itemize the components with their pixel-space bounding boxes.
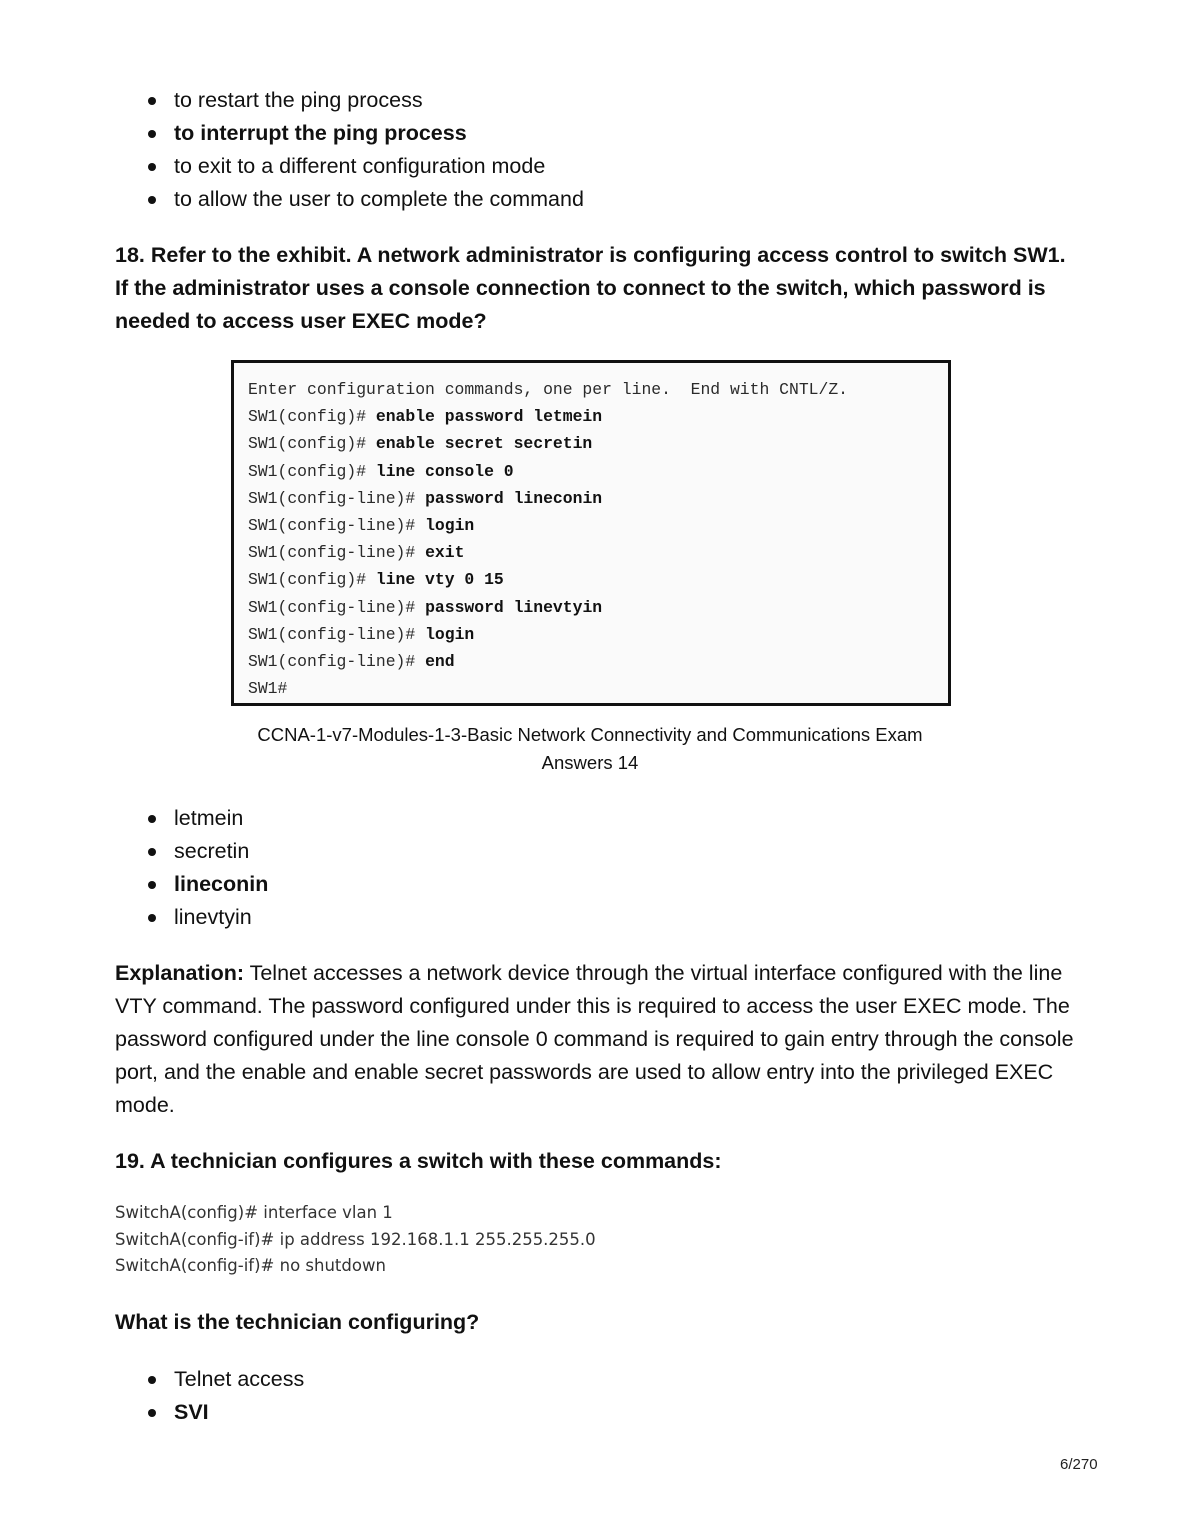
- option-text: to interrupt the ping process: [174, 121, 467, 145]
- question-18: 18. Refer to the exhibit. A network administrator is configuring access control to switch SW1. If the administrator uses a console connection to connect to the switch, which password is needed to access user EXEC mode?: [115, 243, 1066, 333]
- code-line: SwitchA(config-if)# ip address 192.168.1.1 255.255.255.0: [115, 1229, 596, 1249]
- page-number: 6/270: [1060, 1456, 1098, 1473]
- option-text: to exit to a different configuration mode: [174, 154, 546, 178]
- bullet-icon: [148, 97, 156, 105]
- cli-command: line vty 0 15: [375, 570, 504, 590]
- cli-command: exit: [425, 543, 465, 563]
- exhibit-cli: [231, 360, 951, 706]
- cli-prompt: SW1(config-line)#: [248, 652, 426, 672]
- cli-command: password linevtyin: [425, 597, 603, 617]
- cli-prompt: SW1(config)#: [248, 407, 376, 427]
- prev-question-options: [148, 84, 584, 216]
- cli-prompt: SW1(config-line)#: [248, 543, 426, 563]
- bullet-icon: [148, 196, 156, 204]
- cli-command: login: [425, 624, 475, 644]
- list-item: [148, 183, 584, 216]
- cli-prompt: SW1#: [248, 679, 288, 699]
- q18-options: [148, 802, 268, 934]
- cli-prompt: SW1(config-line)#: [248, 516, 426, 536]
- option-text: Telnet access: [174, 1367, 305, 1391]
- explanation-label: Explanation:: [115, 961, 245, 985]
- cli-line: [248, 594, 948, 621]
- bullet-icon: [148, 848, 156, 856]
- list-item-correct: [148, 868, 268, 901]
- list-item: [148, 802, 268, 835]
- bullet-icon: [148, 914, 156, 922]
- cli-line: [248, 376, 948, 403]
- q19-code-block: [115, 1200, 596, 1280]
- q19-sub-question: What is the technician configuring?: [115, 1310, 480, 1334]
- cli-prompt: SW1(config)#: [248, 461, 376, 481]
- cli-prompt: SW1(config-line)#: [248, 597, 426, 617]
- cli-command: enable password letmein: [375, 407, 603, 427]
- bullet-icon: [148, 163, 156, 171]
- bullet-icon: [148, 130, 156, 138]
- bullet-icon: [148, 881, 156, 889]
- option-text: lineconin: [174, 872, 269, 896]
- cli-line: [248, 566, 948, 593]
- list-item: [148, 1363, 304, 1396]
- option-text: to restart the ping process: [174, 88, 423, 112]
- code-line: SwitchA(config)# interface vlan 1: [115, 1203, 393, 1222]
- explanation-text: Telnet accesses a network device through the virtual interface configured with the line VTY command. The password configured under this is required to access the user EXEC mode. The password configured under the line console 0 command is required to gain entry through the console port, and the enable and enable secret passwords are used to allow entry into the privileged EXEC mode.: [115, 961, 1074, 1117]
- list-item-correct: [148, 1396, 304, 1429]
- explanation: [115, 957, 1080, 1122]
- cli-line: [248, 485, 948, 512]
- list-item: [148, 835, 268, 868]
- cli-prompt: Enter configuration commands, one per line. End with CNTL/Z.: [248, 380, 848, 399]
- option-text: SVI: [174, 1400, 209, 1424]
- cli-line: [248, 621, 948, 648]
- option-text: to allow the user to complete the command: [174, 187, 584, 211]
- cli-command: end: [425, 652, 455, 672]
- bullet-icon: [148, 1409, 156, 1417]
- cli-prompt: SW1(config-line)#: [248, 488, 426, 508]
- cli-line: [248, 512, 948, 539]
- option-text: secretin: [174, 839, 250, 863]
- bullet-icon: [148, 815, 156, 823]
- bullet-icon: [148, 1376, 156, 1384]
- exhibit-caption: CCNA-1-v7-Modules-1-3-Basic Network Connectivity and Communications Exam Answers 14: [257, 724, 923, 773]
- cli-command: login: [425, 516, 475, 536]
- cli-prompt: SW1(config)#: [248, 570, 376, 590]
- option-text: linevtyin: [174, 905, 252, 929]
- cli-line: [248, 403, 948, 430]
- list-item: [148, 150, 584, 183]
- cli-command: password lineconin: [425, 488, 603, 508]
- cli-prompt: SW1(config)#: [248, 434, 376, 454]
- list-item-correct: [148, 117, 584, 150]
- option-text: letmein: [174, 806, 244, 830]
- cli-command: enable secret secretin: [375, 434, 593, 454]
- cli-line: [248, 458, 948, 485]
- q19-options: [148, 1363, 304, 1429]
- code-line: SwitchA(config-if)# no shutdown: [115, 1256, 386, 1275]
- cli-line: [248, 648, 948, 675]
- question-19: 19. A technician configures a switch with these commands:: [115, 1149, 722, 1173]
- list-item: [148, 84, 584, 117]
- cli-command: line console 0: [375, 461, 514, 481]
- cli-line: [248, 430, 948, 457]
- cli-line: [248, 539, 948, 566]
- cli-prompt: SW1(config-line)#: [248, 624, 426, 644]
- cli-line: [248, 675, 948, 702]
- list-item: [148, 901, 268, 934]
